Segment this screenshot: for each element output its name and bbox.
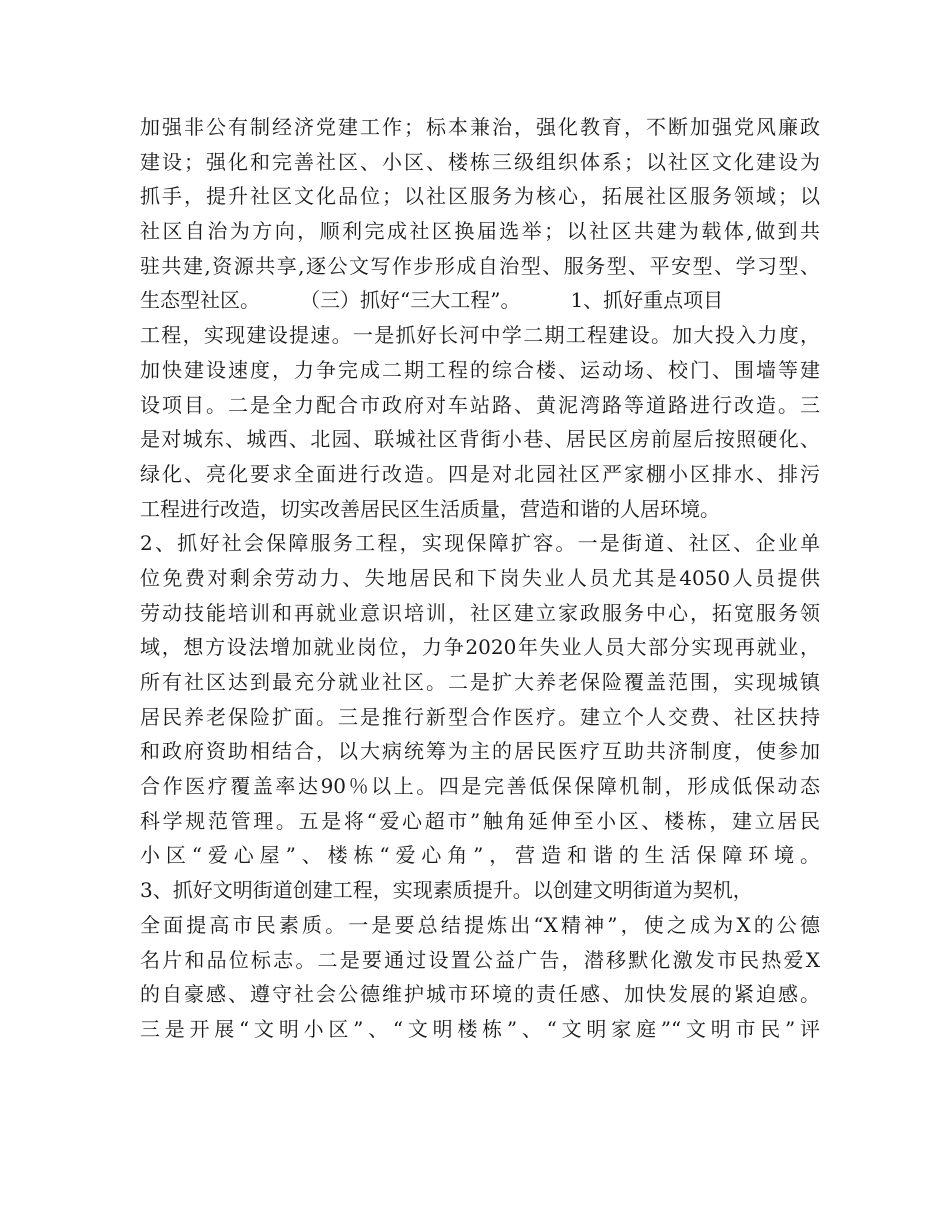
text-line: 是对城东、城西、北园、联城社区背街小巷、居民区房前屋后按照硬化、 xyxy=(140,427,820,452)
text-line: 社区自治为方向，顺利完成社区换届选举；以社区共建为载体,做到共 xyxy=(140,219,820,244)
text-line: 2、抓好社会保障服务工程，实现保障扩容。一是街道、社区、企业单 xyxy=(140,531,820,556)
text-line: 抓手，提升社区文化品位；以社区服务为核心，拓展社区服务领域；以 xyxy=(140,184,820,209)
text-line: 和政府资助相结合，以大病统筹为主的居民医疗互助共济制度，使参加 xyxy=(140,739,820,764)
text-line: 名片和品位标志。二是要通过设置公益广告，潜移默化激发市民热爱X xyxy=(140,947,820,972)
text-line: 居民养老保险扩面。三是推行新型合作医疗。建立个人交费、社区扶持 xyxy=(140,704,820,729)
text-line: 3、抓好文明街道创建工程，实现素质提升。以创建文明街道为契机， xyxy=(140,878,753,903)
text-line: 合作医疗覆盖率达90％以上。四是完善低保保障机制，形成低保动态 xyxy=(140,774,820,799)
text-line: 加快建设速度，力争完成二期工程的综合楼、运动场、校门、围墙等建 xyxy=(140,357,820,382)
text-line: 科学规范管理。五是将“爱心超市”触角延伸至小区、楼栋，建立居民 xyxy=(140,808,820,833)
text-line: 三是开展“文明小区”、“文明楼栋”、“文明家庭”“文明市民”评 xyxy=(140,1016,820,1041)
text-line: 所有社区达到最充分就业社区。二是扩大养老保险覆盖范围，实现城镇 xyxy=(140,670,820,694)
text-line: 域，想方设法增加就业岗位，力争2020年失业人员大部分实现再就业， xyxy=(140,635,820,660)
text-line: 设项目。二是全力配合市政府对车站路、黄泥湾路等道路进行改造。三 xyxy=(140,392,820,417)
text-line: 建设；强化和完善社区、小区、楼栋三级组织体系；以社区文化建设为 xyxy=(140,149,820,174)
text-line: 小区“爱心屋”、楼栋“爱心角”，营造和谐的生活保障环境。 xyxy=(140,843,820,868)
text-line: 工程进行改造，切实改善居民区生活质量，营造和谐的人居环境。 xyxy=(140,496,720,521)
text-line: 加强非公有制经济党建工作；标本兼治，强化教育，不断加强党风廉政 xyxy=(140,115,820,139)
text-line: 驻共建,资源共享,逐公文写作步形成自治型、服务型、平安型、学习型、 xyxy=(140,253,820,278)
text-line: 生态型社区。 （三）抓好“三大工程”。 1、抓好重点项目 xyxy=(140,288,724,313)
text-line: 全面提高市民素质。一是要总结提炼出“X精神”，使之成为X的公德 xyxy=(140,912,820,937)
text-line: 工程，实现建设提速。一是抓好长河中学二期工程建设。加大投入力度， xyxy=(140,323,820,348)
body-text xyxy=(140,110,820,1047)
text-line: 的自豪感、遵守社会公德维护城市环境的责任感、加快发展的紧迫感。 xyxy=(140,982,820,1007)
text-line: 位免费对剩余劳动力、失地居民和下岗失业人员尤其是4050人员提供 xyxy=(140,565,820,590)
text-line: 劳动技能培训和再就业意识培训，社区建立家政服务中心，拓宽服务领 xyxy=(140,600,820,625)
text-line: 绿化、亮化要求全面进行改造。四是对北园社区严家棚小区排水、排污 xyxy=(140,461,820,486)
